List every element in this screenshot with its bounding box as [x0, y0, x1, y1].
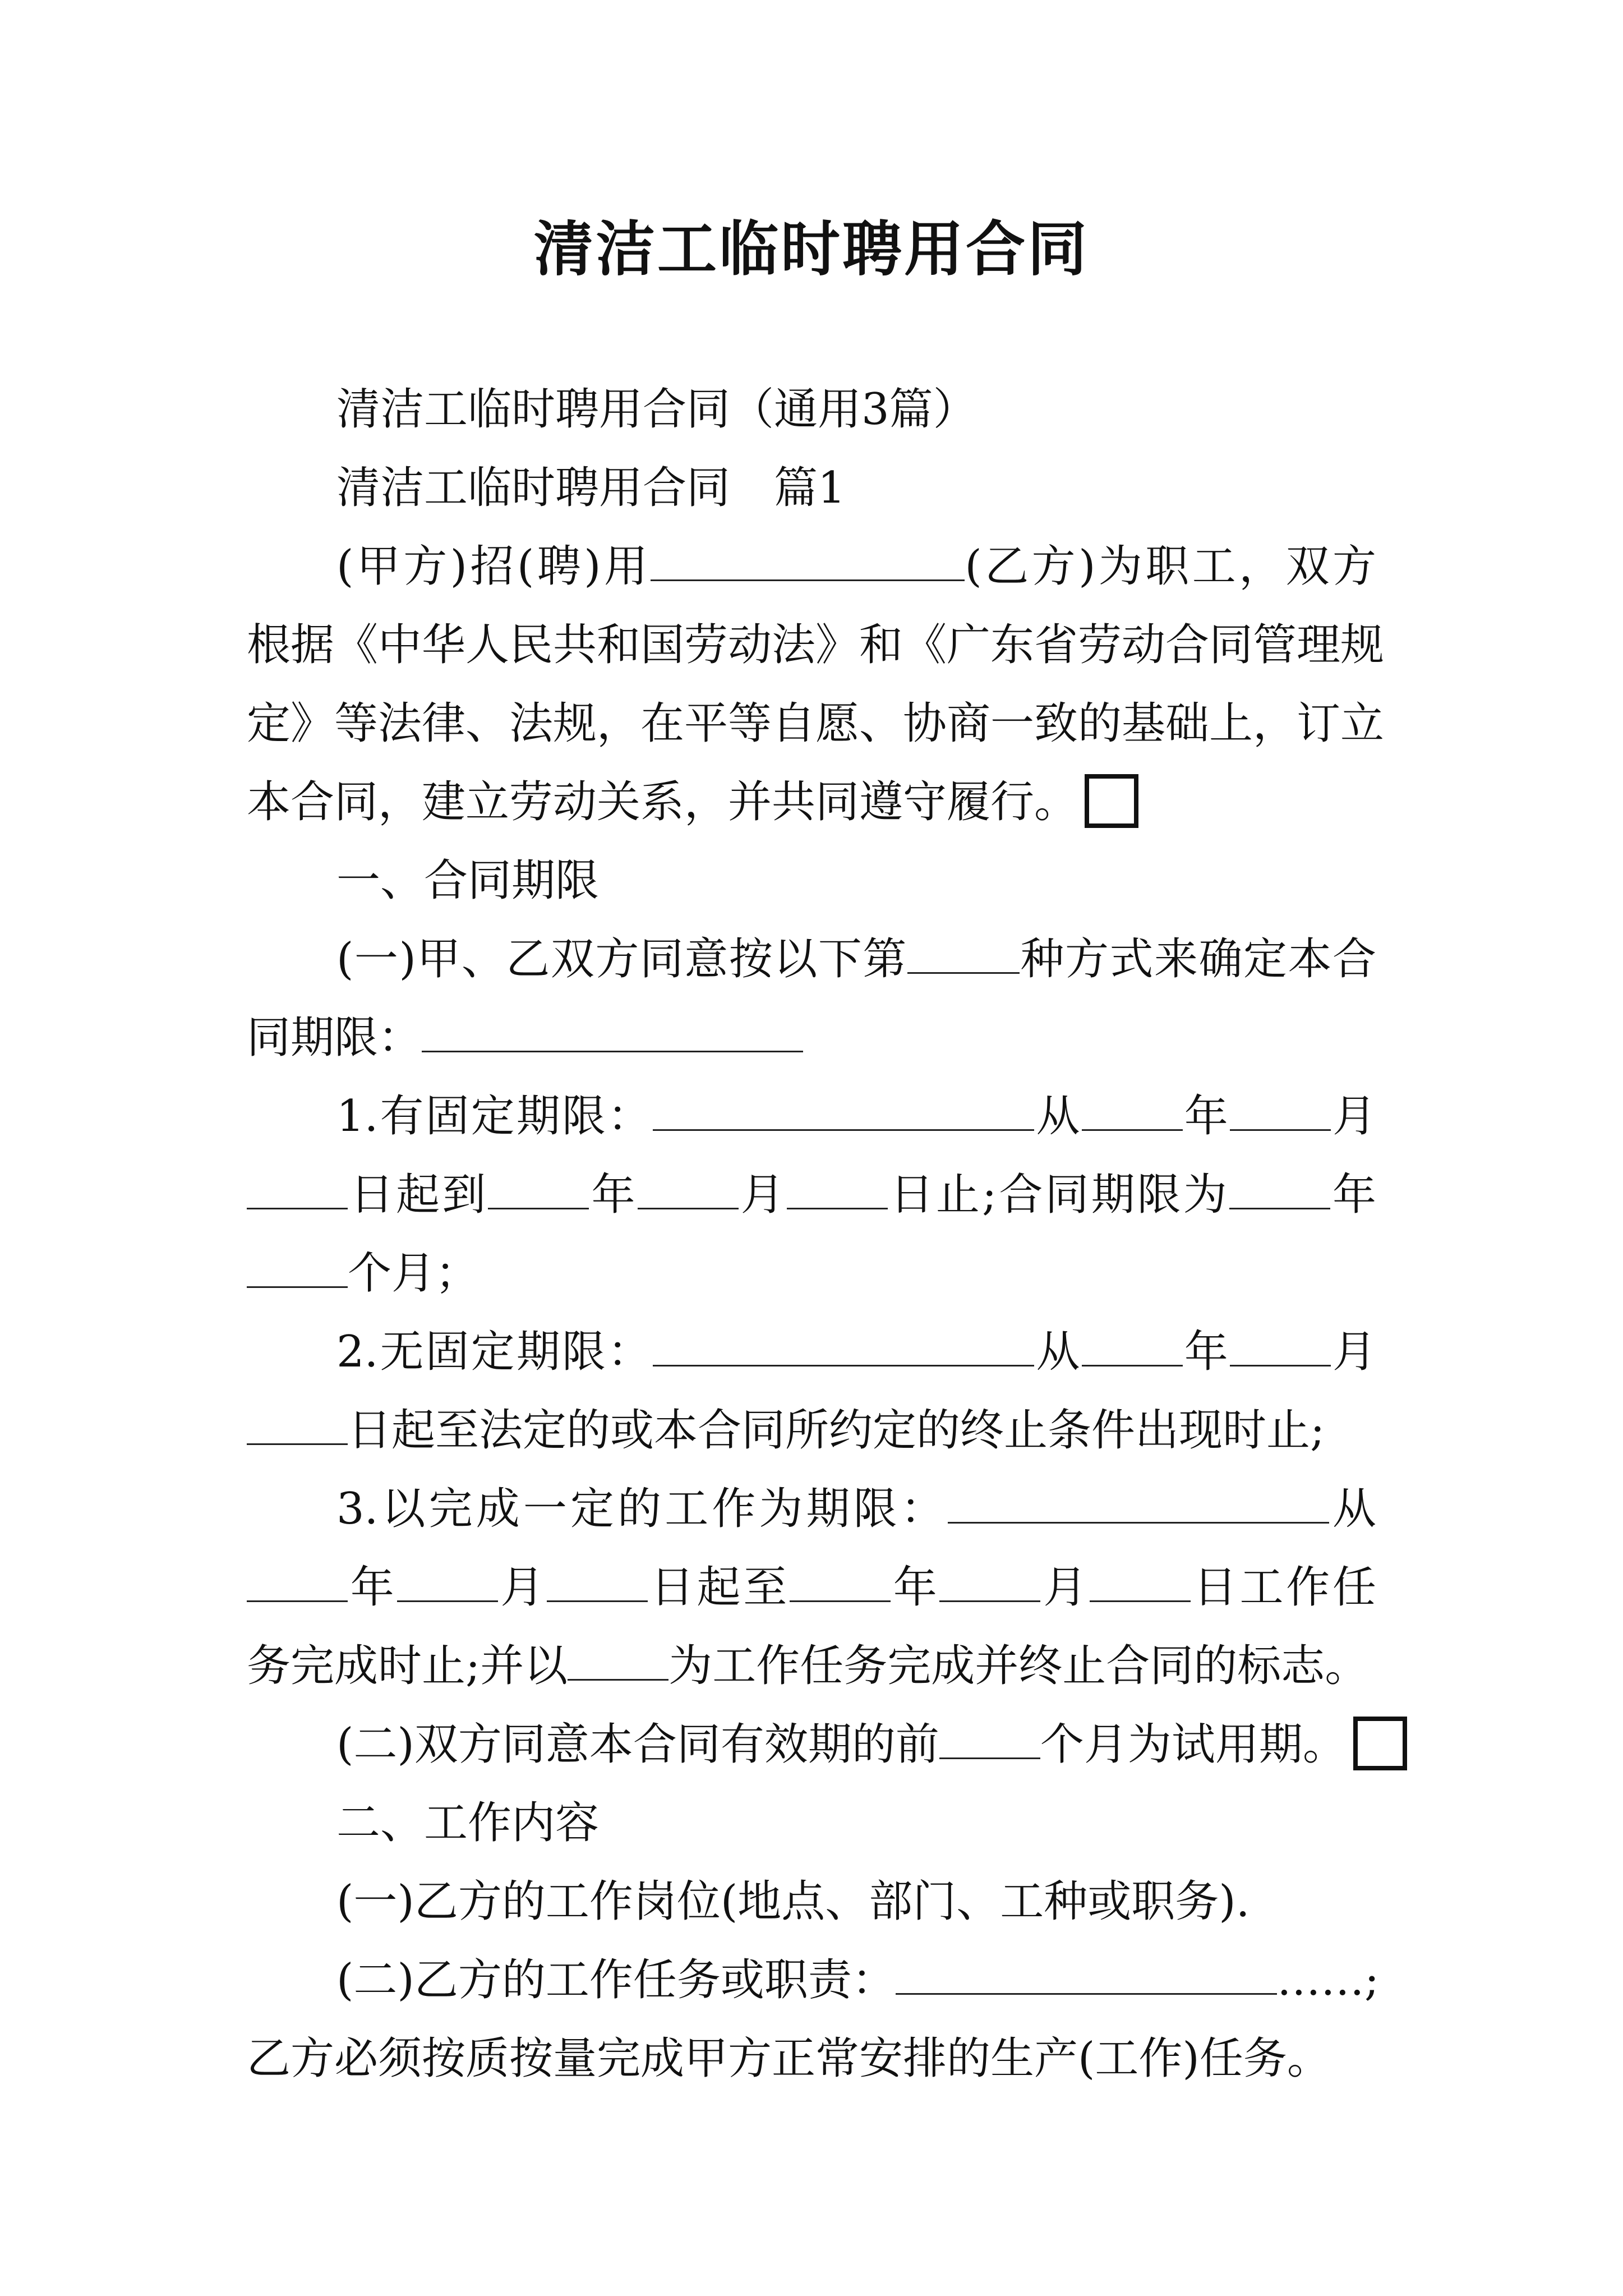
- month-blank[interactable]: [397, 1560, 498, 1602]
- month-blank[interactable]: [638, 1167, 739, 1209]
- sec1-para1-line-2: 同期限：: [247, 1010, 1376, 1066]
- probation-line: (二)双方同意本合同有效期的前 个月为试用期。: [336, 1717, 1376, 1773]
- open-term-blank[interactable]: [653, 1324, 1034, 1366]
- item2-line-2: 日起至法定的或本合同所约定的终止条件出现时止;: [247, 1402, 1376, 1458]
- day-blank[interactable]: [1090, 1560, 1191, 1602]
- year-blank[interactable]: [1082, 1089, 1183, 1131]
- month-blank[interactable]: [939, 1560, 1040, 1602]
- completion-mark-blank[interactable]: [568, 1639, 668, 1681]
- item2-line-1: 2.无固定期限： 从 年 月: [336, 1324, 1376, 1380]
- month-blank[interactable]: [1230, 1089, 1331, 1131]
- sec2-para1: (一)乙方的工作岗位(地点、部门、工种或职务).: [336, 1876, 1250, 1927]
- sec2-para2-line-2: 乙方必须按质按量完成甲方正常安排的生产(工作)任务。: [247, 2033, 1331, 2084]
- sec1-para1-line-1: (一)甲、乙双方同意按以下第 种方式来确定本合: [336, 931, 1376, 987]
- month-blank[interactable]: [1230, 1324, 1331, 1366]
- checkbox[interactable]: [1085, 774, 1138, 828]
- method-number-blank[interactable]: [907, 932, 1020, 974]
- day-blank[interactable]: [247, 1167, 348, 1209]
- item1-line-1: 1.有固定期限： 从 年 月: [336, 1088, 1376, 1144]
- item1-line-2: 日起到 年 月 日止;合同期限为 年: [247, 1167, 1376, 1223]
- day-blank[interactable]: [247, 1403, 348, 1445]
- year-blank[interactable]: [488, 1167, 589, 1209]
- day-blank[interactable]: [547, 1560, 648, 1602]
- item1-line-3: 个月；: [247, 1245, 1376, 1301]
- employee-name-blank[interactable]: [651, 539, 965, 581]
- intro-line-1: (甲方)招(聘)用 (乙方)为职工，双方: [336, 539, 1376, 595]
- intro-line-4: 本合同，建立劳动关系，并共同遵守履行。: [247, 774, 1376, 830]
- probation-months-blank[interactable]: [939, 1717, 1040, 1759]
- months-blank[interactable]: [247, 1246, 348, 1288]
- term-type-blank[interactable]: [422, 1010, 803, 1052]
- section-heading-2: 二、工作内容: [336, 1798, 600, 1848]
- sec2-para2-line-1: (二)乙方的工作任务或职责： ……;: [336, 1952, 1376, 2008]
- section-heading-1: 一、合同期限: [336, 855, 600, 906]
- year-blank[interactable]: [247, 1560, 348, 1602]
- document-title: 清洁工临时聘用合同: [534, 214, 1089, 284]
- years-blank[interactable]: [1229, 1167, 1330, 1209]
- part-heading: 清洁工临时聘用合同 篇1: [336, 463, 846, 513]
- subtitle: 清洁工临时聘用合同（通用3篇）: [336, 384, 977, 435]
- intro-line-2: 根据《中华人民共和国劳动法》和《广东省劳动合同管理规: [247, 620, 1385, 670]
- year-blank[interactable]: [790, 1560, 891, 1602]
- intro-line-3: 定》等法律、法规，在平等自愿、协商一致的基础上，订立: [247, 698, 1385, 749]
- task-term-blank[interactable]: [948, 1481, 1329, 1524]
- item3-line-1: 3.以完成一定的工作为期限： 从: [336, 1481, 1376, 1537]
- duties-blank[interactable]: [896, 1953, 1277, 1995]
- year-blank[interactable]: [1082, 1324, 1183, 1366]
- fixed-term-blank[interactable]: [653, 1089, 1034, 1131]
- item3-line-2: 年 月 日起至 年 月 日工作任: [247, 1559, 1376, 1616]
- day-blank[interactable]: [787, 1167, 888, 1209]
- checkbox[interactable]: [1353, 1717, 1407, 1770]
- item3-line-3: 务完成时止;并以 为工作任务完成并终止合同的标志。: [247, 1638, 1376, 1694]
